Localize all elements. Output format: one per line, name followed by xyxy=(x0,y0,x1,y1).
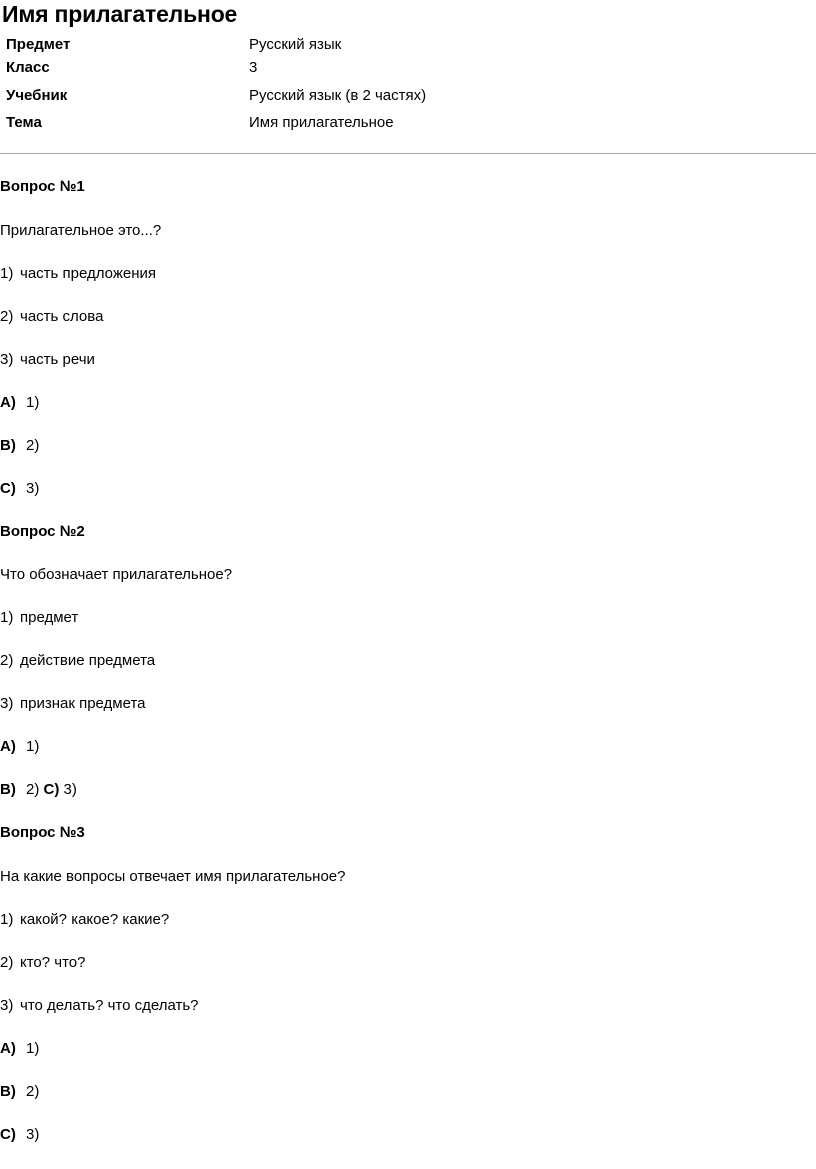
question-1-option-3[interactable] xyxy=(0,351,95,368)
option-number: 3) xyxy=(0,695,14,712)
meta-label-grade: Класс xyxy=(6,59,50,76)
question-3-answer-b[interactable] xyxy=(0,1083,39,1100)
option-text: признак предмета xyxy=(20,695,146,712)
question-2-option-2[interactable] xyxy=(0,652,155,669)
question-3-answer-a[interactable] xyxy=(0,1040,39,1057)
answer-value: 2) xyxy=(26,1083,40,1100)
meta-value-textbook: Русский язык (в 2 частях) xyxy=(249,87,427,104)
option-number: 1) xyxy=(0,265,14,282)
option-number: 2) xyxy=(0,954,14,971)
answer-letter: C) xyxy=(0,1126,16,1143)
question-3-answer-c[interactable] xyxy=(0,1126,39,1143)
option-text: часть слова xyxy=(20,308,104,325)
option-text: часть предложения xyxy=(20,265,156,282)
question-1-heading: Вопрос №1 xyxy=(0,178,85,195)
option-number: 2) xyxy=(0,308,14,325)
answer-value: 1) xyxy=(26,738,40,755)
option-text: предмет xyxy=(20,609,79,626)
meta-value-grade: 3 xyxy=(249,59,258,76)
answer-letter: B) xyxy=(0,437,16,454)
option-text: часть речи xyxy=(20,351,95,368)
answer-letter: A) xyxy=(0,1040,16,1057)
meta-label-textbook: Учебник xyxy=(6,87,68,104)
answer-value: 3) xyxy=(26,1126,40,1143)
meta-value-subject: Русский язык xyxy=(249,36,342,53)
answer-value: 2) xyxy=(26,437,40,454)
question-1-option-1[interactable] xyxy=(0,265,156,282)
answer-letter: A) xyxy=(0,394,16,411)
option-number: 2) xyxy=(0,652,14,669)
option-number: 3) xyxy=(0,351,14,368)
question-3-text: На какие вопросы отвечает имя прилагательное? xyxy=(0,868,346,885)
answer-letter: A) xyxy=(0,738,16,755)
meta-label-topic: Тема xyxy=(6,114,42,131)
meta-value-topic: Имя прилагательное xyxy=(249,114,394,131)
option-text: какой? какое? какие? xyxy=(20,911,170,928)
answer-letter: B) xyxy=(0,1083,16,1100)
answer-value: 1) xyxy=(26,394,40,411)
option-text: действие предмета xyxy=(20,652,156,669)
meta-label-subject: Предмет xyxy=(6,36,71,53)
answer-value: 3) xyxy=(26,480,40,497)
question-3-option-1[interactable] xyxy=(0,911,169,928)
question-1-option-2[interactable] xyxy=(0,308,103,325)
question-1-answer-a[interactable] xyxy=(0,394,39,411)
answer-value[interactable]: 2) xyxy=(26,781,40,798)
question-1-answer-b[interactable] xyxy=(0,437,39,454)
answer-letter: B) xyxy=(0,781,16,798)
section-divider xyxy=(0,153,816,154)
question-2-answers-bc xyxy=(0,781,77,798)
answer-letter: C) xyxy=(43,781,60,798)
option-text: что делать? что сделать? xyxy=(20,997,199,1014)
question-3-option-3[interactable] xyxy=(0,997,199,1014)
question-2-heading: Вопрос №2 xyxy=(0,523,85,540)
question-3-heading: Вопрос №3 xyxy=(0,824,85,841)
answer-value: 1) xyxy=(26,1040,40,1057)
option-text: кто? что? xyxy=(20,954,86,971)
question-1-text: Прилагательное это...? xyxy=(0,222,162,239)
option-number: 1) xyxy=(0,911,14,928)
question-3-option-2[interactable] xyxy=(0,954,86,971)
question-2-text: Что обозначает прилагательное? xyxy=(0,566,233,583)
answer-letter: C) xyxy=(0,480,16,497)
answer-value[interactable]: 3) xyxy=(63,781,77,798)
option-number: 3) xyxy=(0,997,14,1014)
question-2-answer-a[interactable] xyxy=(0,738,39,755)
option-number: 1) xyxy=(0,609,14,626)
question-1-answer-c[interactable] xyxy=(0,480,39,497)
question-2-option-1[interactable] xyxy=(0,609,78,626)
page-title: Имя прилагательное xyxy=(2,1,238,27)
question-2-option-3[interactable] xyxy=(0,695,146,712)
